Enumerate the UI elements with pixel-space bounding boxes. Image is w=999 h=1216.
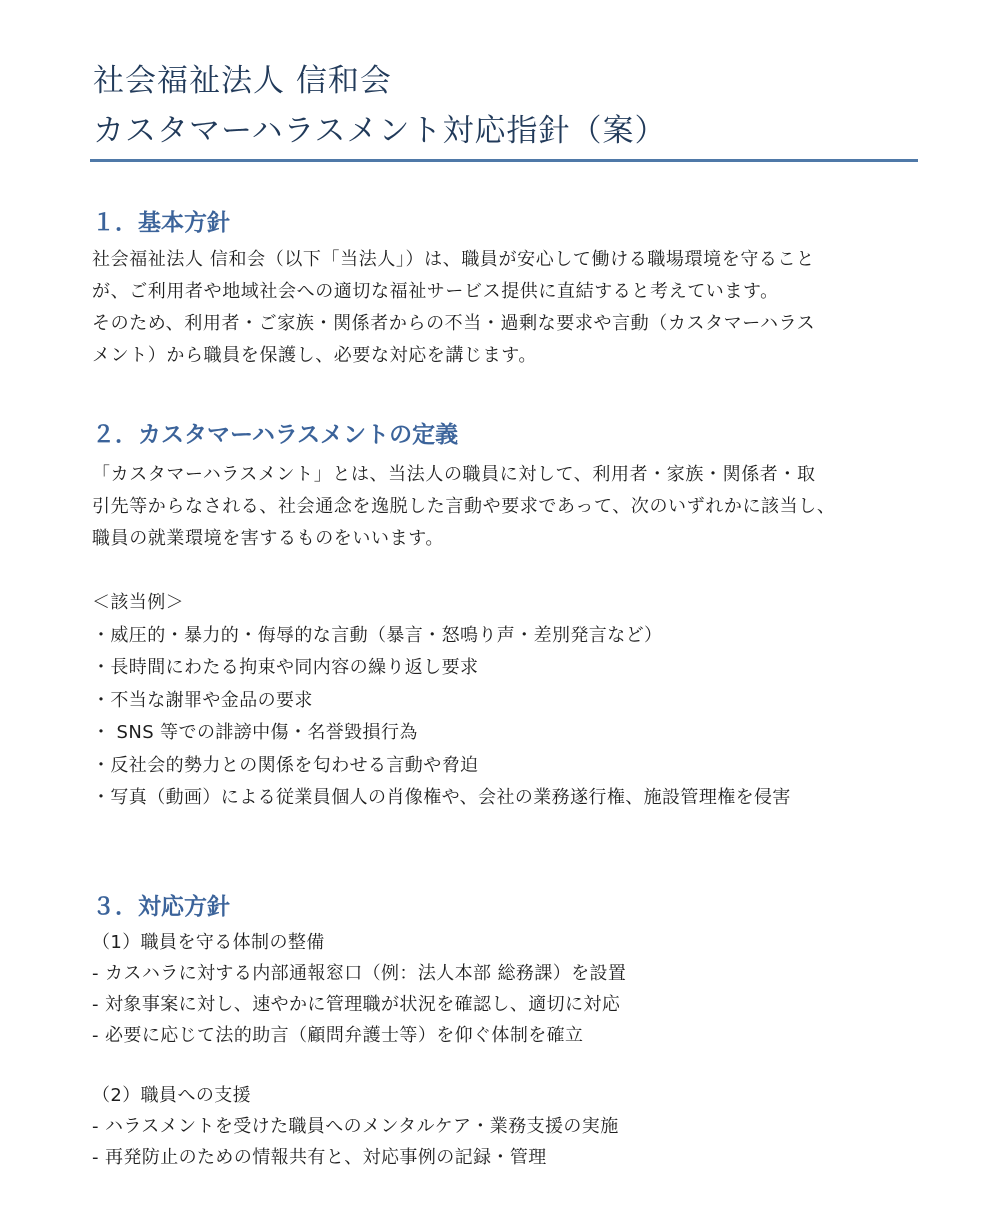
- text-line: メント）から職員を保護し、必要な対応を講じます。: [92, 345, 537, 366]
- document-title: [93, 56, 923, 156]
- list-item: - カスハラに対する内部通報窓口（例：法人本部 総務課）を設置: [92, 963, 627, 984]
- subsection-staff-protection: [92, 927, 927, 1051]
- text-line: が、ご利用者や地域社会への適切な福祉サービス提供に直結すると考えています。: [92, 281, 779, 302]
- section-heading-basic-policy: １．基本方針: [92, 210, 230, 236]
- spacer: [92, 555, 927, 587]
- list-item: - ハラスメントを受けた職員へのメンタルケア・業務支援の実施: [92, 1116, 619, 1137]
- text-line: そのため、利用者・ご家族・関係者からの不当・過剰な要求や言動（カスタマーハラス: [92, 313, 816, 334]
- title-divider: [90, 159, 918, 162]
- list-item: ・ SNS 等での誹謗中傷・名誉毀損行為: [92, 722, 418, 743]
- subsection-label: （2）職員への支援: [92, 1085, 252, 1106]
- text-line: 引先等からなされる、社会通念を逸脱した言動や要求であって、次のいずれかに該当し、: [92, 496, 836, 517]
- title-policy-name: カスタマーハラスメント対応指針（案）: [93, 113, 667, 149]
- list-item: ・威圧的・暴力的・侮辱的な言動（暴言・怒鳴り声・差別発言など）: [92, 624, 663, 646]
- text-line: 職員の就業環境を害するものをいいます。: [92, 528, 444, 549]
- section-heading-response-policy: ３．対応方針: [92, 894, 230, 920]
- section-basic-policy: [92, 208, 927, 372]
- list-item: - 必要に応じて法的助言（顧問弁護士等）を仰ぐ体制を確立: [92, 1025, 584, 1046]
- title-organization: 社会福祉法人 信和会: [93, 63, 392, 99]
- basic-policy-text: [92, 244, 927, 372]
- list-item: - 再発防止のための情報共有と、対応事例の記録・管理: [92, 1147, 547, 1168]
- list-item: ・長時間にわたる拘束や同内容の繰り返し要求: [92, 657, 479, 678]
- text-line: 「カスタマーハラスメント」とは、当法人の職員に対して、利用者・家族・関係者・取: [92, 464, 816, 485]
- examples-list: [92, 620, 927, 815]
- examples-label: ＜該当例＞: [92, 592, 184, 613]
- section-heading-definition: ２．カスタマーハラスメントの定義: [92, 422, 459, 448]
- subsection-label: （1）職員を守る体制の整備: [92, 932, 325, 953]
- list-item: ・写真（動画）による従業員個人の肖像権や、会社の業務遂行権、施設管理権を侵害: [92, 787, 791, 808]
- list-item: - 対象事案に対し、速やかに管理職が状況を確認し、適切に対応: [92, 994, 621, 1015]
- list-item: ・不当な謝罪や金品の要求: [92, 689, 313, 711]
- definition-text: [92, 459, 927, 555]
- section-definition: [92, 420, 927, 815]
- subsection-staff-support: [92, 1080, 927, 1173]
- section-response-policy: [92, 892, 927, 1173]
- list-item: ・反社会的勢力との関係を匂わせる言動や脅迫: [92, 754, 479, 776]
- text-line: 社会福祉法人 信和会（以下「当法人」）は、職員が安心して働ける職場環境を守ること: [92, 249, 815, 270]
